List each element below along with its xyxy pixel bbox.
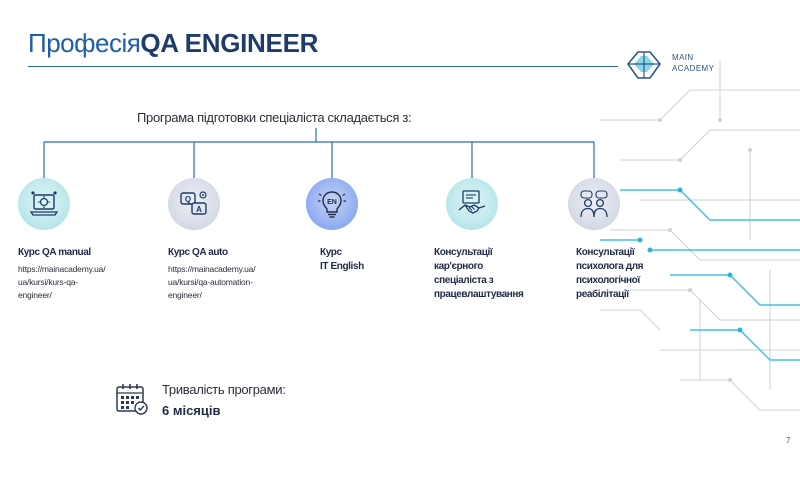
english-title-line: Курс: [320, 247, 342, 258]
calendar-icon: [114, 381, 150, 417]
qa-auto-link-line: ua/kursi/qa-automation-: [168, 277, 253, 287]
qa-auto-circle: [168, 178, 220, 230]
page-number: 7: [786, 436, 791, 445]
qa-auto-link-line: engineer/: [168, 290, 202, 300]
qa-manual-link[interactable]: [18, 263, 105, 302]
svg-text:Q: Q: [184, 195, 192, 204]
career-title-line: кар'єрного: [434, 261, 483, 272]
qa-auto-link-line: https://mainacademy.ua/: [168, 264, 256, 274]
handshake-icon: [456, 188, 488, 220]
career-title-line: працевлаштування: [434, 289, 524, 300]
career-title: [434, 246, 523, 302]
logo-line-main: MAIN: [672, 53, 694, 62]
career-title-line: Консультації: [434, 247, 493, 258]
qa-manual-link-line: engineer/: [18, 290, 52, 300]
qa-manual-icon: [28, 188, 60, 220]
qa-manual-circle: [18, 178, 70, 230]
psychologist-circle: [568, 178, 620, 230]
qa-manual-title: Курс QA manual: [18, 247, 91, 258]
duration-label: Тривалість програми:: [162, 382, 286, 397]
svg-text:EN: EN: [327, 199, 337, 206]
qa-auto-title: Курс QA auto: [168, 247, 228, 258]
psychologist-title-line: реабілітації: [576, 289, 629, 300]
psychologist-title-line: психолога для: [576, 261, 644, 272]
logo-line-academy: ACADEMY: [672, 64, 715, 73]
qa-auto-link[interactable]: [168, 263, 255, 302]
qa-auto-icon: [178, 188, 210, 220]
psychologist-title: [576, 246, 643, 302]
duration-value: 6 місяців: [162, 403, 221, 418]
career-circle: [446, 178, 498, 230]
program-subtitle: Програма підготовки спеціаліста складається з:: [137, 110, 412, 125]
psychologist-title-line: Консультації: [576, 247, 635, 258]
title-main: QA ENGINEER: [140, 28, 319, 58]
psychologist-title-line: психологічної: [576, 275, 640, 286]
english-title: [320, 246, 364, 274]
career-title-line: спеціаліста з: [434, 275, 494, 286]
svg-text:A: A: [196, 205, 202, 214]
english-lightbulb-icon: [316, 188, 348, 220]
psychologist-icon: [578, 188, 610, 220]
english-title-line: IT English: [320, 261, 364, 272]
english-circle: [306, 178, 358, 230]
title-prefix: Професія: [28, 28, 141, 58]
qa-manual-link-line: https://mainacademy.ua/: [18, 264, 106, 274]
qa-manual-link-line: ua/kursi/kurs-qa-: [18, 277, 78, 287]
